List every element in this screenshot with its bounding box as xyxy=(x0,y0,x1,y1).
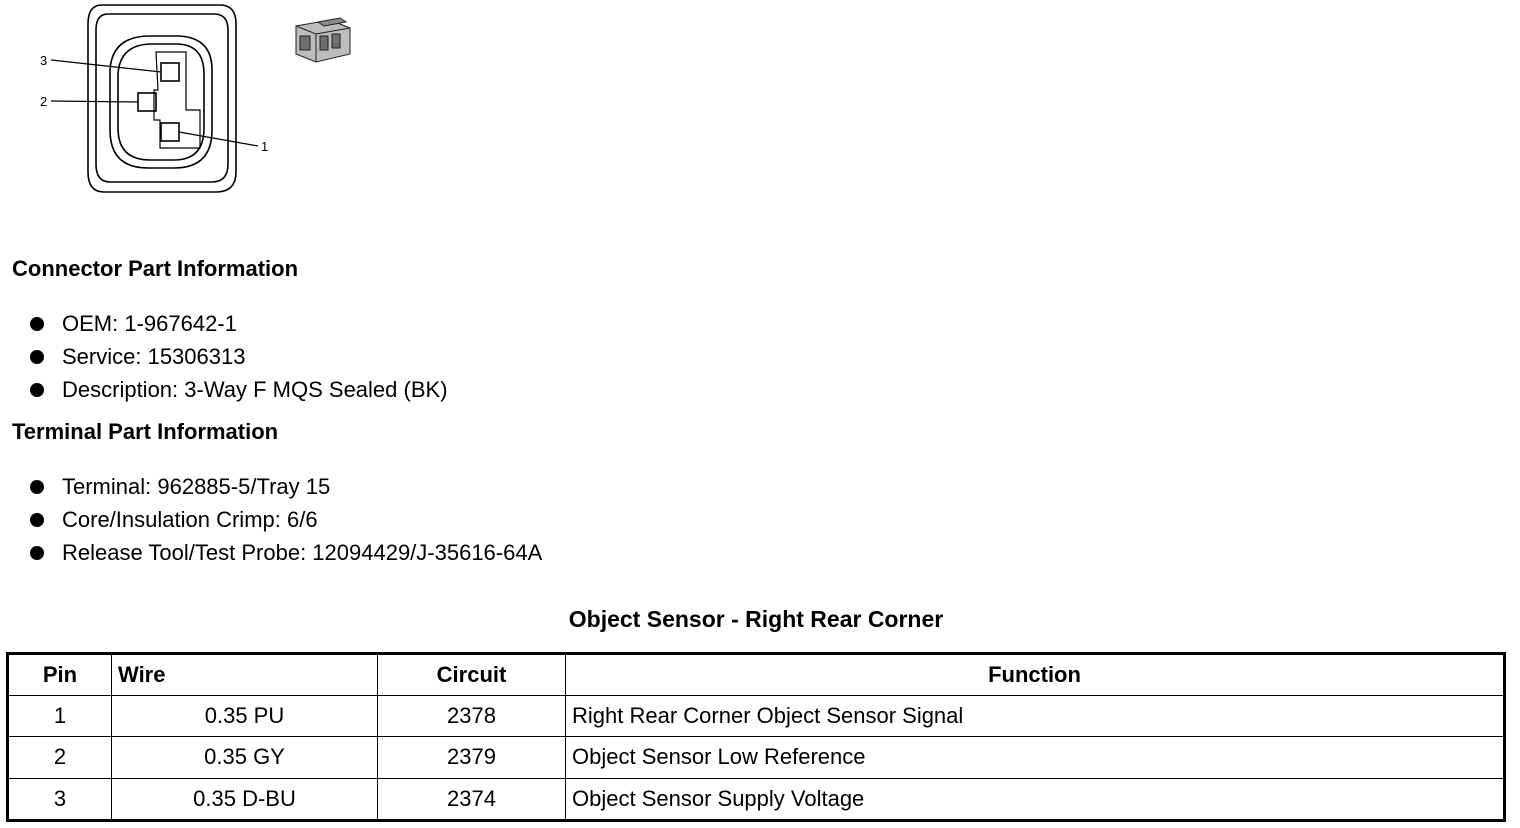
cell-function: Object Sensor Supply Voltage xyxy=(566,778,1505,820)
cell-wire: 0.35 GY xyxy=(112,737,378,778)
cell-wire: 0.35 D-BU xyxy=(112,778,378,820)
bullet-icon xyxy=(30,350,44,364)
cell-function: Right Rear Corner Object Sensor Signal xyxy=(566,696,1505,737)
cell-function: Object Sensor Low Reference xyxy=(566,737,1505,778)
bullet-icon xyxy=(30,513,44,527)
cell-wire: 0.35 PU xyxy=(112,696,378,737)
pin-1-cavity xyxy=(161,123,179,141)
cell-pin: 2 xyxy=(8,737,112,778)
list-item: Core/Insulation Crimp: 6/6 xyxy=(28,503,542,536)
cell-circuit: 2378 xyxy=(378,696,566,737)
cell-pin: 1 xyxy=(8,696,112,737)
bullet-icon xyxy=(30,317,44,331)
header-function: Function xyxy=(566,654,1505,696)
table-row xyxy=(8,778,1505,820)
connector-inner-housing xyxy=(96,14,228,182)
pin-callout-2: 2 xyxy=(40,94,48,109)
list-item: Description: 3-Way F MQS Sealed (BK) xyxy=(28,373,448,406)
header-circuit: Circuit xyxy=(378,654,566,696)
pinout-table xyxy=(6,652,1506,822)
bullet-icon xyxy=(30,480,44,494)
pin-2-cavity xyxy=(138,93,156,111)
table-header-row xyxy=(8,654,1505,696)
table-row xyxy=(8,737,1505,778)
cell-circuit: 2379 xyxy=(378,737,566,778)
pin-callout-1: 1 xyxy=(261,139,269,154)
bullet-icon xyxy=(30,383,44,397)
connector-info-heading: Connector Part Information xyxy=(12,256,299,281)
list-item: OEM: 1-967642-1 xyxy=(28,307,448,340)
cell-circuit: 2374 xyxy=(378,778,566,820)
table-row xyxy=(8,696,1505,737)
connector-face-diagram xyxy=(0,0,380,210)
header-wire: Wire xyxy=(112,654,378,696)
list-item: Terminal: 962885-5/Tray 15 xyxy=(28,470,542,503)
pin-callout-3: 3 xyxy=(40,53,48,68)
connector-info-list xyxy=(28,307,448,406)
header-pin: Pin xyxy=(8,654,112,696)
connector-3d-icon xyxy=(296,18,350,62)
table-title: Object Sensor - Right Rear Corner xyxy=(568,606,944,632)
terminal-info-heading: Terminal Part Information xyxy=(12,419,279,444)
list-item: Service: 15306313 xyxy=(28,340,448,373)
list-item: Release Tool/Test Probe: 12094429/J-35616-64A xyxy=(28,536,542,569)
bullet-icon xyxy=(30,546,44,560)
terminal-info-list xyxy=(28,470,542,569)
pin-3-cavity xyxy=(161,63,179,81)
cell-pin: 3 xyxy=(8,778,112,820)
